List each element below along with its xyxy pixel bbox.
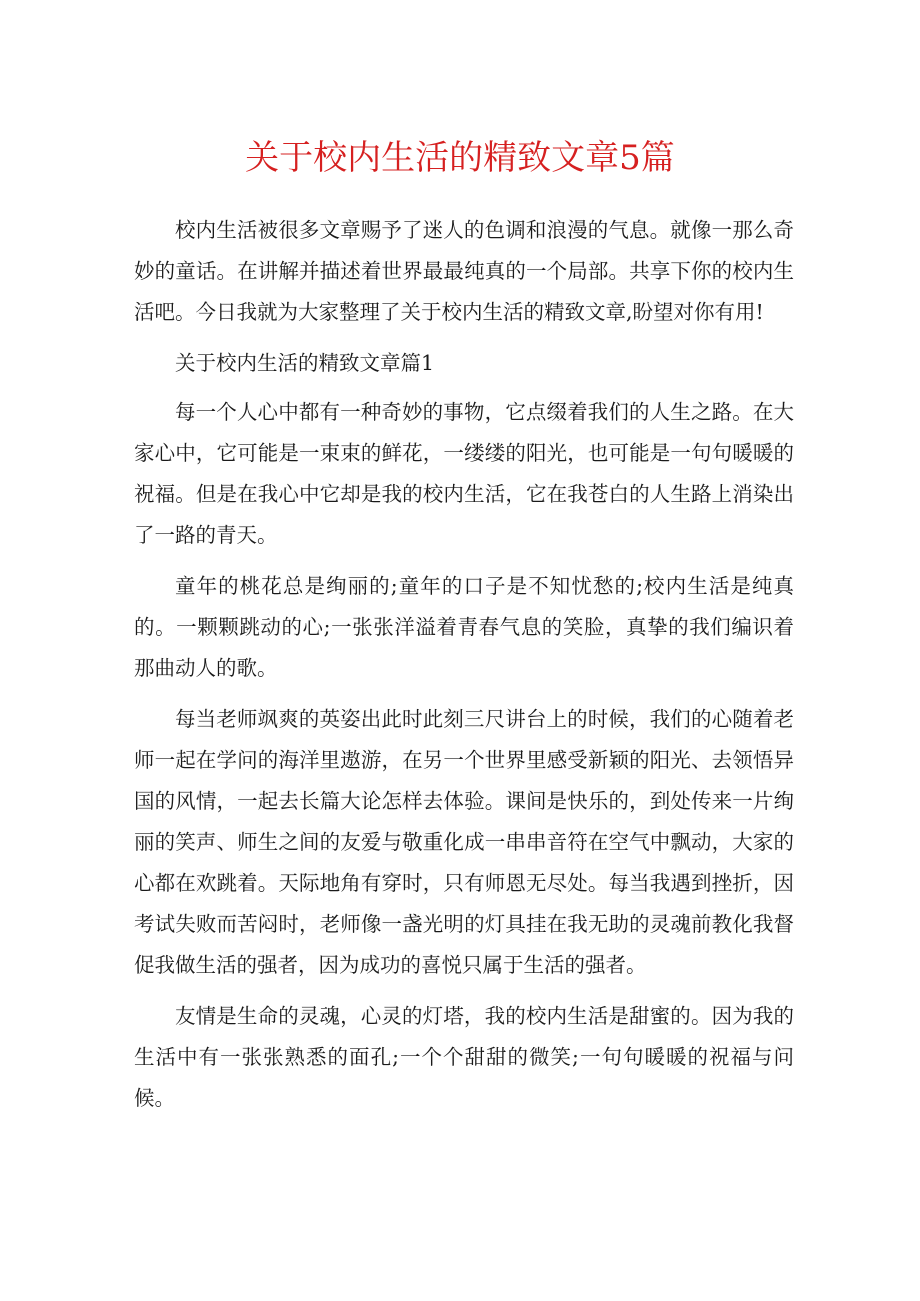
body-paragraph: 每当老师飒爽的英姿出此时此刻三尺讲台上的时候，我们的心随着老师一起在学问的海洋里遨游，在另一个世界里感受新颖的阳光、去领悟异国的风情，一起去长篇大论怎样去体验。课间是快乐的，到处传来一片绚丽的笑声、师生之间的友爱与敬重化成一串串音符在空气中飘动，大家的心都在欢跳着。天际地角有穿时，只有师恩无尽处。每当我遇到挫折，因考试失败而苦闷时，老师像一盏光明的灯具挂在我无助的灵魂前教化我督促我做生活的强者，因为成功的喜悦只属于生活的强者。	[134, 707, 794, 977]
document-body	[134, 210, 794, 1129]
intro-paragraph: 校内生活被很多文章赐予了迷人的色调和浪漫的气息。就像一那么奇妙的童话。在讲解并描述着世界最最纯真的一个局部。共享下你的校内生活吧。今日我就为大家整理了关于校内生活的精致文章,盼望对你有用!	[134, 218, 794, 324]
body-paragraph: 友情是生命的灵魂，心灵的灯塔，我的校内生活是甜蜜的。因为我的生活中有一张张熟悉的面孔;一个个甜甜的微笑;一句句暖暖的祝福与问候。	[134, 1004, 794, 1110]
document-title: 关于校内生活的精致文章5篇	[245, 138, 675, 178]
body-paragraph: 每一个人心中都有一种奇妙的事物，它点缀着我们的人生之路。在大家心中，它可能是一束束的鲜花，一缕缕的阳光，也可能是一句句暖暖的祝福。但是在我心中它却是我的校内生活，它在我苍白的人生路上消染出了一路的青天。	[134, 400, 794, 547]
body-paragraph: 童年的桃花总是绚丽的;童年的口子是不知忧愁的;校内生活是纯真的。一颗颗跳动的心;一张张洋溢着青春气息的笑脸，真挚的我们编识着那曲动人的歌。	[134, 574, 794, 680]
section-heading: 关于校内生活的精致文章篇1	[175, 351, 435, 375]
